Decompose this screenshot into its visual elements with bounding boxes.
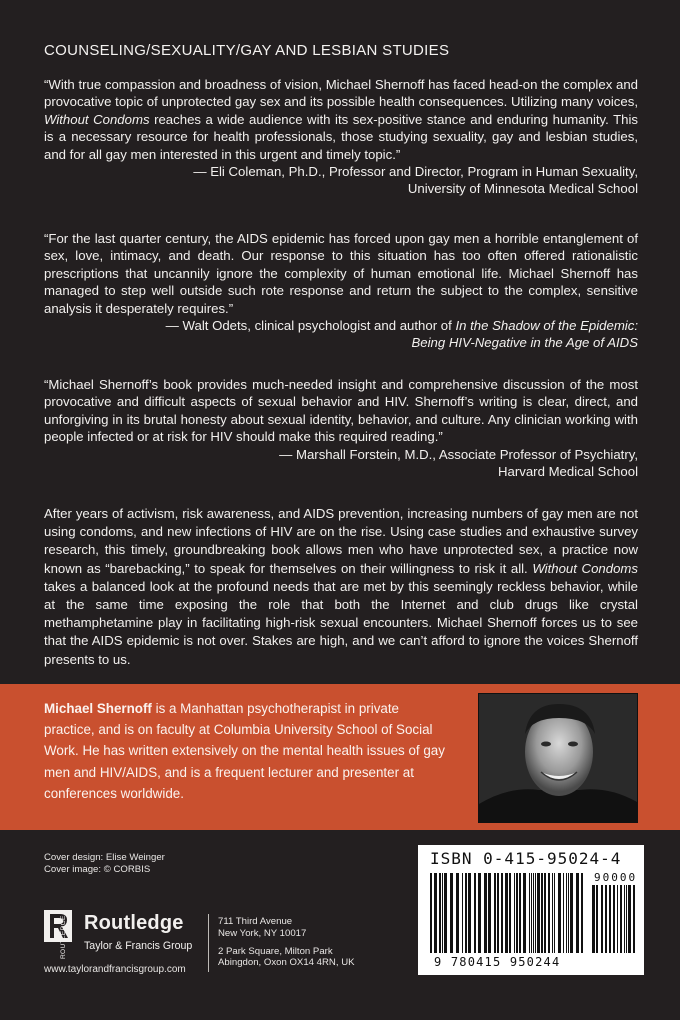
barcode-bar — [558, 873, 561, 953]
barcode-bar — [516, 873, 518, 953]
ean-number: 9 780415 950244 — [434, 955, 561, 969]
endorsement-quote-2 — [44, 230, 638, 352]
barcode-bar — [537, 873, 540, 953]
barcode-bar — [501, 873, 503, 953]
cover-image-credit: Cover image: © CORBIS — [44, 864, 151, 876]
barcode-bar — [576, 873, 579, 953]
quote-attribution: — Eli Coleman, Ph.D., Professor and Director, Program in Human Sexuality, University of Minnesota Medical School — [193, 164, 638, 197]
barcode-bar — [601, 885, 603, 953]
barcode-bar — [596, 885, 598, 953]
isbn-barcode — [418, 845, 644, 975]
publisher-group: Taylor & Francis Group — [84, 940, 193, 952]
quote-text: “Michael Shernoff’s book provides much-needed insight and comprehensive discussion of the most provocative and difficult aspects of sexual behavior and HIV. Shernoff’s writing is clear, direct, and unforgiving in its brutal honesty about sexual identity, behavior, and culture. Any clinician working with people infected or at risk for HIV should make this required reading.” — [44, 377, 638, 445]
barcode-bar — [613, 885, 615, 953]
barcode-bar — [484, 873, 487, 953]
barcode-bar — [617, 885, 618, 953]
quote-text: “For the last quarter century, the AIDS epidemic has forced upon gay men a horrible entanglement of sex, love, intimacy, and death. Our response to this situation has too often offered rationalistic prescriptions that uncannily ignore the complexity of human emotional life. Michael Shernoff has managed to step well outside such rote response and return the subject to the complex, sensitive analysis it desperately requires.” — [44, 231, 638, 316]
barcode-bar — [523, 873, 526, 953]
publisher-logo — [44, 910, 204, 960]
barcode-bar — [474, 873, 476, 953]
barcode-bar — [544, 873, 546, 953]
barcode-bar — [450, 873, 453, 953]
author-photo — [478, 693, 638, 823]
barcode-bar — [497, 873, 499, 953]
quote-attribution: — Walt Odets, clinical psychologist and author of In the Shadow of the Epidemic: Being HIV-Negative in the Age of AIDS — [165, 318, 638, 351]
barcode-bar — [488, 873, 491, 953]
barcode-bar — [541, 873, 543, 953]
cover-design-credit: Cover design: Elise Weinger — [44, 852, 165, 863]
barcode-bar — [519, 873, 521, 953]
book-description: After years of activism, risk awareness, and AIDS prevention, increasing numbers of gay men are not using condoms, and new infections of HIV are on the rise. Using case studies and exhaustive survey research, this timely, groundbreaking book allows men who have unprotected sex, a practice now known as “barebacking,” to speak for themselves on their willingness to risk it all. Without Condoms takes a balanced look at the profound needs that are met by this seemingly reckless behavior, while at the same time exposing the role that both the Internet and club drugs like crystal methamphetamine play in facilitating high-risk sexual encounters. Michael Shernoff forces us to see that the AIDS epidemic is not over. Stakes are high, and we can’t afford to ignore the voices Shernoff presents to us. — [44, 506, 638, 667]
barcode-bar — [456, 873, 459, 953]
barcode-bar — [563, 873, 564, 953]
author-bio: Michael Shernoff is a Manhattan psychotherapist in private practice, and is on faculty at Columbia University School of Social Work. He has written extensively on the mental health issues of gay men and HIV/AIDS, and is a frequent lecturer and presenter at conferences worldwide. — [44, 701, 445, 801]
barcode-bar — [535, 873, 536, 953]
endorsement-quote-3 — [44, 376, 638, 480]
barcode-bar — [570, 873, 573, 953]
barcode-bar — [628, 885, 631, 953]
quote-attribution: — Marshall Forstein, M.D., Associate Professor of Psychiatry, Harvard Medical School — [279, 446, 638, 480]
addon-number: 90000 — [594, 871, 638, 884]
barcode-bar — [494, 873, 496, 953]
barcode-bar — [478, 873, 481, 953]
barcode-bar — [605, 885, 607, 953]
barcode-bar — [566, 873, 567, 953]
category-heading: COUNSELING/SEXUALITY/GAY AND LESBIAN STUDIES — [44, 42, 450, 59]
ean-barcode-bars — [428, 873, 586, 953]
barcode-bar — [626, 885, 627, 953]
addon-barcode-bars — [590, 885, 636, 953]
publisher-addresses: 711 Third Avenue New York, NY 10017 2 Park Square, Milton Park Abingdon, Oxon OX14 4RN, UK — [218, 916, 355, 969]
barcode-bar — [554, 873, 555, 953]
routledge-vertical-text: ROUTLEDGE — [60, 915, 67, 959]
barcode-bar — [514, 873, 515, 953]
barcode-bar — [439, 873, 441, 953]
barcode-bar — [633, 885, 635, 953]
quote-text: “With true compassion and broadness of vision, Michael Shernoff has faced head-on the complex and provocative topic of unprotected gay sex and its possible health consequences. Utilizing many voices, Without Condoms reaches a wide audience with its sex-positive stance and enduring humanity. This is a necessary resource for health professionals, those studying sexuality, gay and lesbian studies, and for all gay men interested in this urgent and timely topic.” — [44, 77, 639, 162]
barcode-bar — [609, 885, 611, 953]
barcode-bar — [462, 873, 463, 953]
endorsement-quote-1 — [44, 76, 638, 198]
barcode-bar — [509, 873, 511, 953]
barcode-bar — [533, 873, 534, 953]
barcode-bar — [592, 885, 595, 953]
barcode-bar — [581, 873, 583, 953]
barcode-bar — [465, 873, 467, 953]
barcode-bar — [468, 873, 471, 953]
routledge-r-icon — [44, 910, 72, 960]
barcode-bar — [552, 873, 553, 953]
isbn-text: ISBN 0-415-95024-4 — [430, 849, 622, 868]
barcode-bar — [505, 873, 508, 953]
barcode-bar — [624, 885, 625, 953]
barcode-bar — [548, 873, 550, 953]
barcode-bar — [430, 873, 432, 953]
barcode-bar — [529, 873, 530, 953]
publisher-name: Routledge — [84, 912, 184, 934]
divider — [208, 914, 209, 972]
barcode-bar — [568, 873, 569, 953]
barcode-bar — [444, 873, 447, 953]
cover-credits — [44, 852, 165, 877]
barcode-bar — [442, 873, 443, 953]
barcode-bar — [531, 873, 532, 953]
barcode-bar — [434, 873, 437, 953]
barcode-bar — [620, 885, 622, 953]
publisher-website: www.taylorandfrancisgroup.com — [44, 964, 186, 975]
